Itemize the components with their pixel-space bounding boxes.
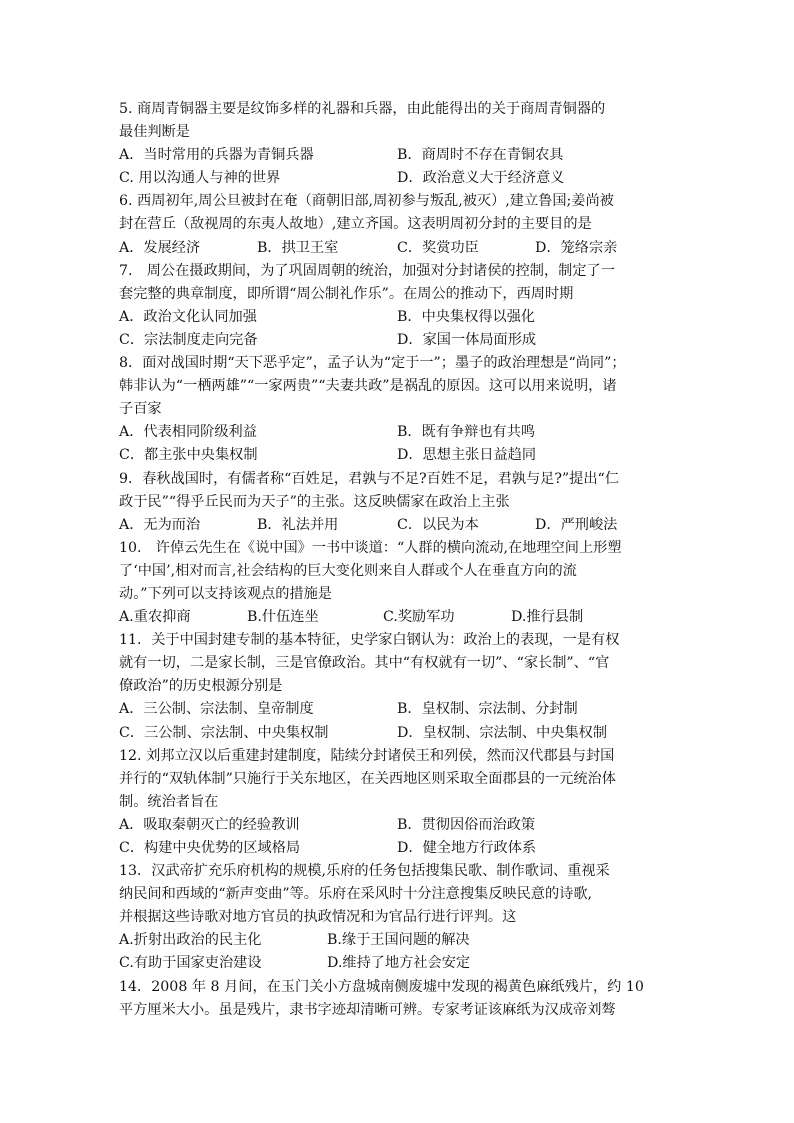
question-stem-line: 了‘中国’,相对而言,社会结构的巨大变化则来自人群或个人在垂直方向的流	[119, 562, 577, 579]
option-a: A．当时常用的兵器为青铜兵器	[119, 147, 314, 164]
options-row	[119, 837, 679, 860]
options-row	[119, 329, 679, 352]
option-a: A.重农抑商	[119, 609, 191, 626]
option-a: A．代表相同阶级利益	[119, 424, 257, 441]
option-d: D．健全地方行政体系	[397, 840, 537, 856]
option-b: B．商周时不存在青铜农具	[397, 147, 564, 164]
option-b: B．礼法并用	[257, 516, 339, 533]
question-14	[119, 976, 679, 1022]
question-stem-line: 纳民间和西域的“新声变曲”等。乐府在采风时十分注意搜集反映民意的诗歌,	[119, 886, 593, 903]
option-c: C.奖励军功	[383, 609, 455, 626]
option-b: B．皇权制、宗法制、分封制	[397, 701, 578, 718]
option-b: B．拱卫王室	[257, 239, 339, 256]
question-stem-line: 政于民”“得乎丘民而为天子”的主张。这反映儒家在政治上主张	[119, 493, 510, 510]
question-stem-line: 就有一切，二是家长制，三是官僚政治。其中“有权就有一切”、“家长制”、“官	[119, 655, 610, 672]
question-stem-line: 8．面对战国时期“天下恶乎定”，孟子认为“定于一”；墨子的政治理想是“尚同”；	[119, 355, 626, 372]
option-c: C．构建中央优势的区域格局	[119, 840, 301, 856]
options-row	[119, 814, 679, 837]
options-row	[119, 306, 679, 329]
options-row	[119, 929, 679, 952]
option-c: C．以民为本	[397, 516, 479, 533]
option-d: D.推行县制	[511, 609, 584, 626]
options-row	[119, 722, 679, 745]
option-a: A．无为而治	[119, 516, 201, 533]
option-b: B.缘于王国问题的解决	[327, 932, 470, 949]
question-stem-line: 封在营丘（敌视周的东夷人故地）,建立齐国。这表明周初分封的主要目的是	[119, 216, 592, 233]
question-5	[119, 98, 679, 190]
question-6	[119, 190, 679, 259]
option-d: D．政治意义大于经济意义	[397, 170, 565, 187]
question-stem-line: 13．汉武帝扩充乐府机构的规模,乐府的任务包括搜集民歌、制作歌词、重视采	[119, 863, 610, 880]
option-c: C. 用以沟通人与神的世界	[119, 170, 281, 187]
question-stem-line: 制。统治者旨在	[119, 793, 219, 810]
option-b: B．贯彻因俗而治政策	[397, 816, 536, 833]
option-d: D．笼络宗亲	[535, 239, 618, 256]
question-stem-line: 6. 西周初年,周公旦被封在奄（商朝旧部,周初参与叛乱,被灭）,建立鲁国;姜尚被	[119, 193, 614, 210]
question-11	[119, 629, 679, 744]
option-a: A．发展经济	[119, 239, 201, 256]
options-row	[119, 444, 679, 467]
options-row	[119, 514, 679, 537]
question-10	[119, 537, 679, 629]
question-stem-line: 并根据这些诗歌对地方官员的执政情况和为官品行进行评判。这	[119, 909, 517, 926]
option-c: C．奖赏功臣	[397, 239, 479, 256]
option-c: C．都主张中央集权制	[119, 447, 258, 464]
question-8	[119, 352, 679, 467]
option-d: D．家国一体局面形成	[397, 331, 537, 348]
option-b: B.什伍连坐	[247, 609, 319, 626]
question-9	[119, 468, 679, 537]
question-stem-line: 14．2008 年 8 月间，在玉门关小方盘城南侧废墟中发现的褐黄色麻纸残片，约 10	[119, 978, 644, 995]
question-stem-line: 动。”下列可以支持该观点的措施是	[119, 585, 332, 602]
question-12	[119, 745, 679, 860]
question-stem-line: 套完整的典章制度，即所谓“周公制礼作乐”。在周公的推动下，西周时期	[119, 285, 574, 302]
question-stem-line: 僚政治”的历史根源分别是	[119, 678, 283, 695]
options-row	[119, 421, 679, 444]
option-c: C.有助于国家吏治建设	[119, 955, 262, 972]
question-13	[119, 860, 679, 975]
question-7	[119, 260, 679, 352]
question-stem-line: 9．春秋战国时，有儒者称“百姓足，君孰与不足?百姓不足，君孰与足?”提出“仁	[119, 470, 620, 487]
options-row	[119, 144, 679, 167]
option-a: A．政治文化认同加强	[119, 308, 257, 325]
question-stem-line: 12. 刘邦立汉以后重建封建制度，陆续分封诸侯王和列侯，然而汉代郡县与封国	[119, 747, 615, 764]
option-d: D.维持了地方社会安定	[327, 955, 471, 972]
exam-page	[119, 98, 679, 1022]
question-stem-line: 11．关于中国封建专制的基本特征，史学家白钢认为：政治上的表现，一是有权	[119, 632, 620, 649]
options-row	[119, 952, 679, 975]
option-a: A．三公制、宗法制、皇帝制度	[119, 701, 314, 718]
options-row	[119, 698, 679, 721]
question-stem-line: 最佳判断是	[119, 124, 190, 141]
option-d: D．严刑峻法	[535, 516, 618, 533]
option-b: B．中央集权得以强化	[397, 308, 536, 325]
option-c: C．宗法制度走向完备	[119, 331, 258, 348]
options-row	[119, 606, 679, 629]
option-b: B．既有争辩也有共鸣	[397, 424, 536, 441]
options-row	[119, 167, 679, 190]
question-stem-line: 平方厘米大小。虽是残片，隶书字迹却清晰可辨。专家考证该麻纸为汉成帝刘骜	[119, 1001, 616, 1018]
question-stem-line: 5. 商周青铜器主要是纹饰多样的礼器和兵器，由此能得出的关于商周青铜器的	[119, 101, 606, 117]
options-row	[119, 237, 679, 260]
question-stem-line: 韩非认为“一栖两雄”“一家两贵”“夫妻共政”是祸乱的原因。这可以用来说明，诸	[119, 378, 617, 395]
option-d: D．皇权制、宗法制、中央集权制	[397, 724, 608, 741]
option-a: A.折射出政治的民主化	[119, 932, 262, 949]
option-a: A．吸取秦朝灭亡的经验教训	[119, 816, 300, 833]
option-d: D．思想主张日益趋同	[397, 447, 537, 464]
question-stem-line: 子百家	[119, 401, 162, 418]
question-stem-line: 7. 周公在摄政期间，为了巩固周朝的统治，加强对分封诸侯的控制，制定了一	[119, 262, 615, 279]
option-c: C．三公制、宗法制、中央集权制	[119, 724, 329, 741]
question-stem-line: 10. 许倬云先生在《说中国》一书中谈道：“人群的横向流动,在地理空间上形塑	[119, 539, 622, 556]
question-stem-line: 并行的“双轨体制”只施行于关东地区，在关西地区则采取全面郡县的一元统治体	[119, 770, 616, 787]
